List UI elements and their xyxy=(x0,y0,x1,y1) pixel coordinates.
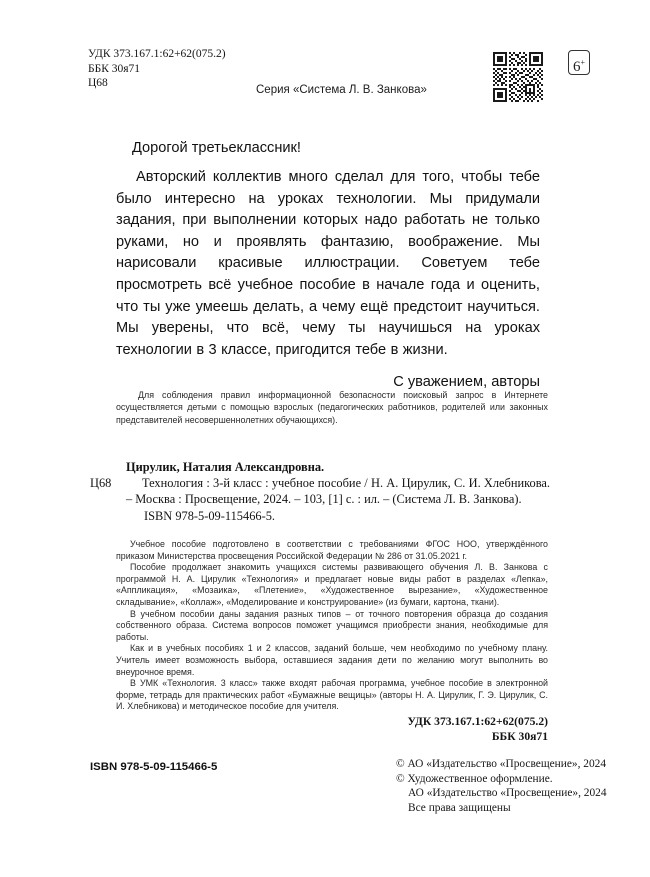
smallprint-paragraph: Учебное пособие подготовлено в соответствии с требованиями ФГОС НОО, утверждённого приказом Министерства просвещения Российской Федерации № 286 от 31.05.2021 г. xyxy=(116,539,548,561)
smallprint-paragraph: Как и в учебных пособиях 1 и 2 классов, заданий больше, чем необходимо по учебному плану. Учитель имеет возможность выбора, оставшиеся задания дети по желанию могут выполнить во внеурочное время. xyxy=(116,643,548,677)
udk-repeat-code: УДК 373.167.1:62+62(075.2) xyxy=(407,715,548,728)
smallprint-paragraph: В УМК «Технология. 3 класс» также входят рабочая программа, учебное пособие в электронной форме, тетрадь для практических работ «Бумажные вещицы» (авторы Н. А. Цирулик, Г. Э. Цирулик, С. И. Хлебникова) и методическое пособие для учителя. xyxy=(116,678,548,712)
biblio-author: Цирулик, Наталия Александровна. xyxy=(126,460,325,474)
biblio-isbn: ISBN 978-5-09-115466-5. xyxy=(144,508,276,523)
biblio-body-wrap xyxy=(90,475,550,508)
greeting-signature: С уважением, авторы xyxy=(393,374,540,391)
copyright-line: © АО «Издательство «Просвещение», 2024 xyxy=(396,758,607,770)
smallprint-block xyxy=(116,539,548,713)
age-rating-value: 6 xyxy=(572,59,581,75)
info-security-note: Для соблюдения правил информационной безопасности поисковый запрос в Интернете осуществляется детьми с помощью взрослых (педагогических работников, родителей или законных представителей несовершеннолетних обучающихся). xyxy=(116,390,548,425)
greeting-block xyxy=(116,138,540,393)
greeting-body: Авторский коллектив много сделал для того, чтобы тебе было интересно на уроках технологии. Мы придумали задания, при выполнении которых надо работать не только руками, но и проявлять фантазию, воображение. Мы нарисовали красивые иллюстрации. Советуем тебе просмотреть всё учебное пособие в начале года и оценить, что ты уже умеешь делать, а чему ещё предстоит научиться. Мы уверены, что всё, чему ты научишься на уроках технологии в 3 классе, пригодится тебе в жизни. xyxy=(116,169,540,358)
age-rating-badge xyxy=(568,50,590,75)
udk-code: УДК 373.167.1:62+62(075.2) xyxy=(88,48,226,60)
biblio-description-text: Технология : 3-й класс : учебное пособие / Н. А. Цирулик, С. И. Хлебникова. – Москва : Просвещение, 2024. – 103, [1] с. : ил. – (Система Л. В. Занкова). xyxy=(126,476,550,507)
class-mark: Ц68 xyxy=(88,77,108,89)
smallprint-paragraph: Пособие продолжает знакомить учащихся системы развивающего обучения Л. В. Занкова с программой Н. А. Цирулик «Технология» и предлагает новые виды работ в разделах «Лепка», «Аппликация», «Мозаика», «Плетение», «Художественное вырезание», «Художественное складывание», «Коллаж», «Моделирование и конструирование» (из бумаги, картона, ткани). xyxy=(116,562,548,607)
smallprint-paragraph: В учебном пособии даны задания разных типов – от точного повторения образца до создания собственного образа. Система вопросов поможет учащимся приобрести знания, необходимые для работы. xyxy=(116,608,548,642)
udk-repeat-block xyxy=(300,715,548,744)
copyright-block xyxy=(396,757,607,815)
bibliographic-record xyxy=(90,459,550,524)
bbk-code: ББК 30я71 xyxy=(88,62,141,75)
footer-isbn: ISBN 978-5-09-115466-5 xyxy=(90,761,218,773)
biblio-class-mark: Ц68 xyxy=(90,476,112,490)
biblio-description xyxy=(126,475,550,508)
copyright-line: Все права защищены xyxy=(408,801,511,814)
qr-code-icon[interactable] xyxy=(493,52,543,102)
series-label: Серия «Система Л. В. Занкова» xyxy=(256,84,427,96)
copyright-line: АО «Издательство «Просвещение», 2024 xyxy=(408,787,607,800)
age-rating-plus: + xyxy=(580,58,585,67)
copyright-line: © Художественное оформление. xyxy=(396,772,553,785)
greeting-title: Дорогой третьеклассник! xyxy=(132,140,301,156)
bbk-repeat-code: ББК 30я71 xyxy=(491,729,548,743)
